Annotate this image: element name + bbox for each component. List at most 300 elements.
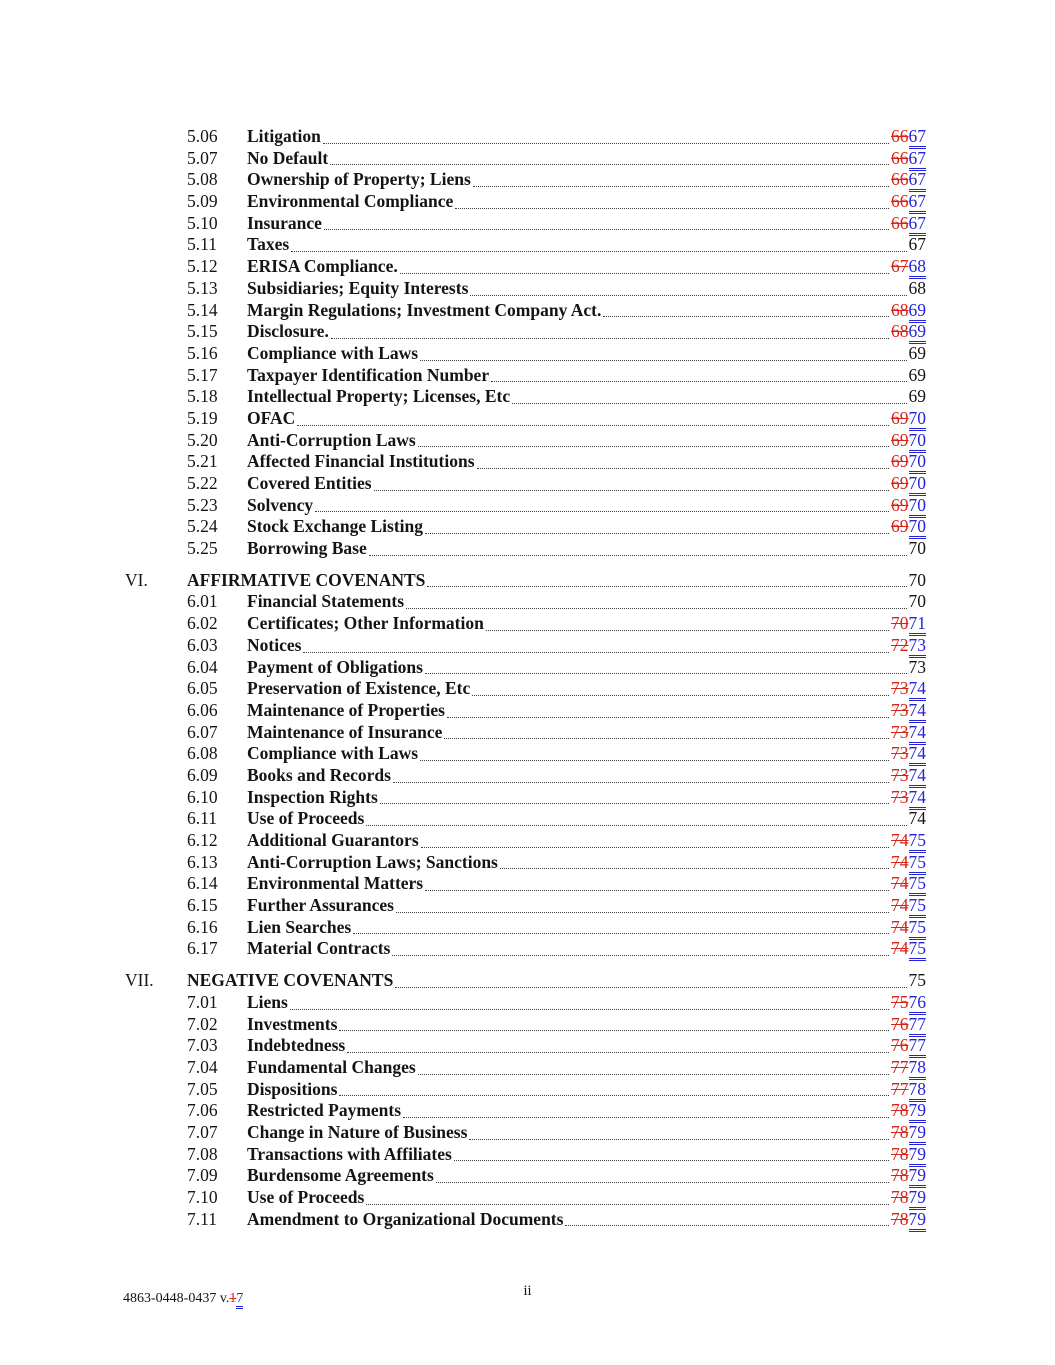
page-number-group [891,852,926,874]
page-number-deleted: 77 [891,1078,909,1099]
section-number: 7.11 [187,1208,217,1229]
section-title: Margin Regulations; Investment Company Act. [247,299,602,320]
toc-row [125,970,926,992]
dot-leader [400,273,889,274]
dot-leader [339,1030,889,1031]
section-number: 5.07 [187,147,218,168]
section-title: Restricted Payments [247,1100,402,1121]
article-roman-numeral: VI. [125,569,148,590]
section-title: Use of Proceeds [247,808,365,829]
toc-row [125,1165,926,1187]
page-number-group [891,1144,926,1166]
page-number: 70 [908,569,926,590]
section-number: 5.24 [187,516,218,537]
toc-row [125,473,926,495]
page-number-group [891,830,926,852]
page-number-inserted: 70 [909,516,927,539]
dot-leader [330,164,889,165]
toc-row [125,300,926,322]
dot-leader [290,1009,889,1010]
page-number-group [909,343,927,365]
section-title: Litigation [247,126,321,146]
section-title: No Default [247,147,329,168]
page-number: 70 [908,538,926,559]
page-number-group [891,148,926,170]
dot-leader [425,673,907,674]
page-number-inserted: 78 [909,1079,927,1102]
toc-row [125,386,926,408]
page-number-deleted: 73 [891,764,909,785]
toc-row [125,516,926,538]
dot-leader [291,251,906,252]
section-number: 5.19 [187,407,218,428]
dot-leader [500,868,889,869]
page-number-deleted: 69 [891,429,909,450]
section-title: Environmental Matters [247,873,424,894]
section-number: 6.04 [187,656,218,677]
page-number-inserted: 69 [909,321,927,344]
section-title: Change in Nature of Business [247,1121,468,1142]
section-number: 6.09 [187,764,218,785]
toc-row [125,678,926,700]
page-number-group [909,591,927,613]
page-number-deleted: 66 [891,169,909,190]
page-number-group [909,386,927,408]
page-number-deleted: 74 [891,938,909,959]
section-title: Notices [247,634,302,655]
page-number-inserted: 79 [909,1100,927,1123]
page-number-inserted: 70 [909,473,927,496]
section-number: 7.04 [187,1056,218,1077]
page-number-group [891,321,926,343]
page-number: 74 [908,808,926,829]
page-number-deleted: 74 [891,830,909,850]
toc-row [125,1144,926,1166]
section-title: Financial Statements [247,591,405,612]
toc-row [125,570,926,592]
section-title: Additional Guarantors [247,830,419,850]
section-number: 7.01 [187,991,218,1012]
toc-row [125,1122,926,1144]
section-number: 7.09 [187,1165,218,1186]
page-number-inserted: 75 [909,895,927,918]
section-title: Books and Records [247,764,391,785]
page-number-inserted: 68 [909,256,927,279]
section-number: 6.11 [187,808,217,829]
section-title: Covered Entities [247,473,372,493]
dot-leader [380,803,889,804]
page-number-deleted: 66 [891,212,909,233]
section-number: 6.10 [187,786,218,807]
page-number-inserted: 74 [909,765,927,788]
page-number-group [891,700,926,722]
dot-leader [421,847,889,848]
section-number: 6.16 [187,916,218,937]
toc-row [125,278,926,300]
page-number-deleted: 76 [891,1035,909,1056]
page-roman-label: ii [523,1283,532,1299]
page-number-group [891,787,926,809]
page-number-deleted: 73 [891,721,909,742]
page-number-deleted: 69 [891,494,909,515]
page-number-deleted: 74 [891,851,909,872]
section-title: AFFIRMATIVE COVENANTS [187,569,426,590]
dot-leader [425,533,889,534]
section-title: Insurance [247,212,322,233]
toc-row [125,852,926,874]
section-number: 5.20 [187,429,218,450]
section-title: Lien Searches [247,916,352,937]
page-number-inserted: 70 [909,430,927,453]
page-number-group [891,873,926,895]
page-number-inserted: 77 [909,1035,927,1058]
section-title: Fundamental Changes [247,1056,416,1077]
toc-row [125,408,926,430]
section-title: Further Assurances [247,895,394,916]
page-number-group [891,451,926,473]
toc-row [125,992,926,1014]
page-number-deleted: 66 [891,126,909,146]
page-number-group [891,938,926,960]
page-number-deleted: 66 [891,147,909,168]
page-number-deleted: 69 [891,516,909,537]
dot-leader [469,1139,889,1140]
page-number-group [909,538,927,560]
page-number-group [909,570,927,592]
page-number-deleted: 73 [891,678,909,699]
page-number-inserted: 75 [909,938,927,961]
page-number-deleted: 75 [891,991,909,1012]
page-number-group [891,516,926,538]
page-number-inserted: 67 [909,148,927,171]
section-title: NEGATIVE COVENANTS [187,970,394,991]
page-number-inserted: 75 [909,873,927,896]
section-number: 6.15 [187,895,218,916]
dot-leader [436,1182,889,1183]
page-number-deleted: 69 [891,473,909,493]
dot-leader [470,295,906,296]
page-number-deleted: 74 [891,895,909,916]
section-title: Payment of Obligations [247,656,423,677]
page-number-group [891,635,926,657]
toc-row [125,1057,926,1079]
dot-leader [366,1204,889,1205]
section-number: 6.14 [187,873,218,894]
section-title: Indebtedness [247,1035,346,1056]
page-number-group [891,1079,926,1101]
dot-leader [418,1074,889,1075]
toc-row [125,256,926,278]
page-number: 73 [908,656,926,677]
dot-leader [324,229,889,230]
toc-row [125,1079,926,1101]
page-number-inserted: 76 [909,992,927,1015]
section-number: 5.18 [187,386,218,407]
page-number-deleted: 74 [891,873,909,894]
dot-leader [427,586,906,587]
toc-row [125,148,926,170]
section-title: Burdensome Agreements [247,1165,434,1186]
page-number-group [891,213,926,235]
page-number-inserted: 79 [909,1122,927,1145]
page-number-deleted: 68 [891,299,909,320]
toc-row [125,917,926,939]
page-number-group [891,300,926,322]
dot-leader [315,511,889,512]
section-title: Preservation of Existence, Etc [247,678,471,699]
page-number-deleted: 68 [891,321,909,342]
toc-row [125,343,926,365]
toc-row [125,213,926,235]
section-title: ERISA Compliance. [247,256,398,277]
toc-row [125,538,926,560]
page-number-group [891,917,926,939]
page-number-inserted: 79 [909,1144,927,1167]
page-number-inserted: 74 [909,678,927,701]
section-title: Stock Exchange Listing [247,516,423,537]
section-number: 5.09 [187,191,218,212]
page-number-deleted: 78 [891,1187,909,1207]
dot-leader [369,555,907,556]
page-number-inserted: 74 [909,787,927,810]
toc-row [125,234,926,256]
document-version-inserted: 7 [236,1291,243,1309]
section-title: Amendment to Organizational Documents [247,1208,564,1229]
page-number-deleted: 66 [891,191,909,212]
dot-leader [425,890,889,891]
toc-row [125,321,926,343]
page-number-inserted: 67 [909,213,927,236]
page-number-group [891,992,926,1014]
section-title: Maintenance of Insurance [247,721,443,742]
dot-leader [374,490,889,491]
dot-leader [477,468,890,469]
page-number-group [891,1165,926,1187]
section-title: Investments [247,1013,338,1034]
page-number-group [891,473,926,495]
page-number-group [891,1122,926,1144]
section-title: Taxes [247,234,290,255]
page-number-group [909,365,927,387]
page-number-deleted: 69 [891,451,909,472]
page-number-inserted: 79 [909,1165,927,1188]
section-number: 5.06 [187,126,218,146]
dot-leader [486,630,889,631]
section-title: Anti-Corruption Laws [247,429,416,450]
page-number-inserted: 73 [909,635,927,658]
toc-row [125,743,926,765]
toc-row [125,722,926,744]
section-title: Ownership of Property; Liens [247,169,471,190]
section-title: Solvency [247,494,314,515]
page-number: 69 [908,386,926,407]
dot-leader [347,1052,889,1053]
toc-row [125,808,926,830]
table-of-contents [125,126,926,1230]
toc-row [125,451,926,473]
page-number: 69 [908,364,926,385]
dot-leader [303,652,889,653]
section-number: 7.02 [187,1013,218,1034]
page-number-group [891,430,926,452]
page-number-deleted: 73 [891,743,909,764]
toc-row [125,1014,926,1036]
section-number: 5.12 [187,256,218,277]
dot-leader [420,360,906,361]
page-number-group [891,256,926,278]
section-number: 6.08 [187,743,218,764]
dot-leader [395,987,906,988]
toc-row [125,591,926,613]
section-number: 7.10 [187,1187,218,1207]
dot-leader [455,208,889,209]
section-number: 6.13 [187,851,218,872]
page-number-group [891,1100,926,1122]
page-number-group [891,1209,926,1231]
dot-leader [393,782,889,783]
page-number-deleted: 78 [891,1208,909,1229]
dot-leader [339,1095,889,1096]
document-id-text: 4863-0448-0437 v. [123,1291,230,1306]
toc-row [125,657,926,679]
document-version-deleted: 1 [229,1291,237,1306]
toc-row [125,169,926,191]
section-title: Borrowing Base [247,538,367,559]
toc-row [125,430,926,452]
dot-leader [331,338,889,339]
dot-leader [366,825,906,826]
section-title: Affected Financial Institutions [247,451,475,472]
section-number: 6.01 [187,591,218,612]
section-title: Certificates; Other Information [247,613,484,634]
page-number-deleted: 78 [891,1121,909,1142]
page-number-inserted: 69 [909,300,927,323]
section-number: 6.07 [187,721,218,742]
section-number: 5.22 [187,473,218,493]
page-number-inserted: 70 [909,408,927,431]
page-number-inserted: 79 [909,1187,927,1210]
page-number-group [891,408,926,430]
page-number-deleted: 78 [891,1165,909,1186]
toc-row [125,938,926,960]
page-number-group [909,657,927,679]
dot-leader [454,1160,889,1161]
section-title: OFAC [247,407,296,428]
page-number: 67 [908,234,926,255]
dot-leader [396,912,889,913]
page-number-inserted: 77 [909,1014,927,1037]
page-number-inserted: 79 [909,1209,927,1232]
toc-row [125,365,926,387]
page-number-group [891,722,926,744]
section-number: 7.07 [187,1121,218,1142]
section-title: Compliance with Laws [247,743,419,764]
document-id-footer [123,1291,243,1307]
toc-row [125,1035,926,1057]
page-number-group [891,678,926,700]
toc-row [125,830,926,852]
page-number-group [891,743,926,765]
page-number-deleted: 74 [891,916,909,937]
section-number: 5.15 [187,321,218,342]
toc-row [125,873,926,895]
toc-row [125,895,926,917]
section-number: 6.05 [187,678,218,699]
section-number: 5.08 [187,169,218,190]
page-number-group [891,1057,926,1079]
page-number-deleted: 73 [891,786,909,807]
section-title: Inspection Rights [247,786,378,807]
section-number: 5.16 [187,342,218,363]
dot-leader [491,381,906,382]
dot-leader [297,425,889,426]
page-number-deleted: 77 [891,1056,909,1077]
section-number: 6.12 [187,830,218,850]
toc-row [125,495,926,517]
page-number-group [891,895,926,917]
page-number-inserted: 78 [909,1057,927,1080]
page-number-group [891,495,926,517]
dot-leader [603,316,889,317]
section-number: 5.25 [187,538,218,559]
page-number-inserted: 75 [909,917,927,940]
section-title: Dispositions [247,1078,338,1099]
toc-row [125,787,926,809]
page-number-deleted: 78 [891,1143,909,1164]
section-number: 5.13 [187,277,218,298]
dot-leader [420,760,889,761]
page-number-inserted: 75 [909,852,927,875]
page-number-inserted: 75 [909,830,927,853]
page-number-group [891,1035,926,1057]
toc-row [125,191,926,213]
page-number-inserted: 74 [909,743,927,766]
section-number: 5.21 [187,451,218,472]
article-roman-numeral: VII. [125,970,154,991]
section-number: 7.05 [187,1078,218,1099]
page-number-deleted: 76 [891,1013,909,1034]
dot-leader [323,143,889,144]
dot-leader [444,738,889,739]
section-title: Anti-Corruption Laws; Sanctions [247,851,498,872]
page-number: 70 [908,591,926,612]
toc-row [125,1209,926,1231]
page-number-inserted: 74 [909,722,927,745]
section-title: Liens [247,991,288,1012]
toc-row [125,765,926,787]
page-number-deleted: 67 [891,256,909,277]
dot-leader [472,695,889,696]
section-title: Intellectual Property; Licenses, Etc [247,386,511,407]
page-number: 75 [908,970,926,991]
dot-leader [565,1225,889,1226]
dot-leader [406,608,906,609]
section-number: 6.17 [187,938,218,959]
dot-leader [418,446,889,447]
section-number: 6.06 [187,699,218,720]
page-number-group [909,234,927,256]
page-number-group [891,613,926,635]
section-title: Material Contracts [247,938,391,959]
section-title: Compliance with Laws [247,342,419,363]
dot-leader [403,1117,889,1118]
section-number: 5.10 [187,212,218,233]
section-number: 5.14 [187,299,218,320]
toc-row [125,613,926,635]
page-number-group [891,1187,926,1209]
section-number: 6.03 [187,634,218,655]
section-number: 5.17 [187,364,218,385]
